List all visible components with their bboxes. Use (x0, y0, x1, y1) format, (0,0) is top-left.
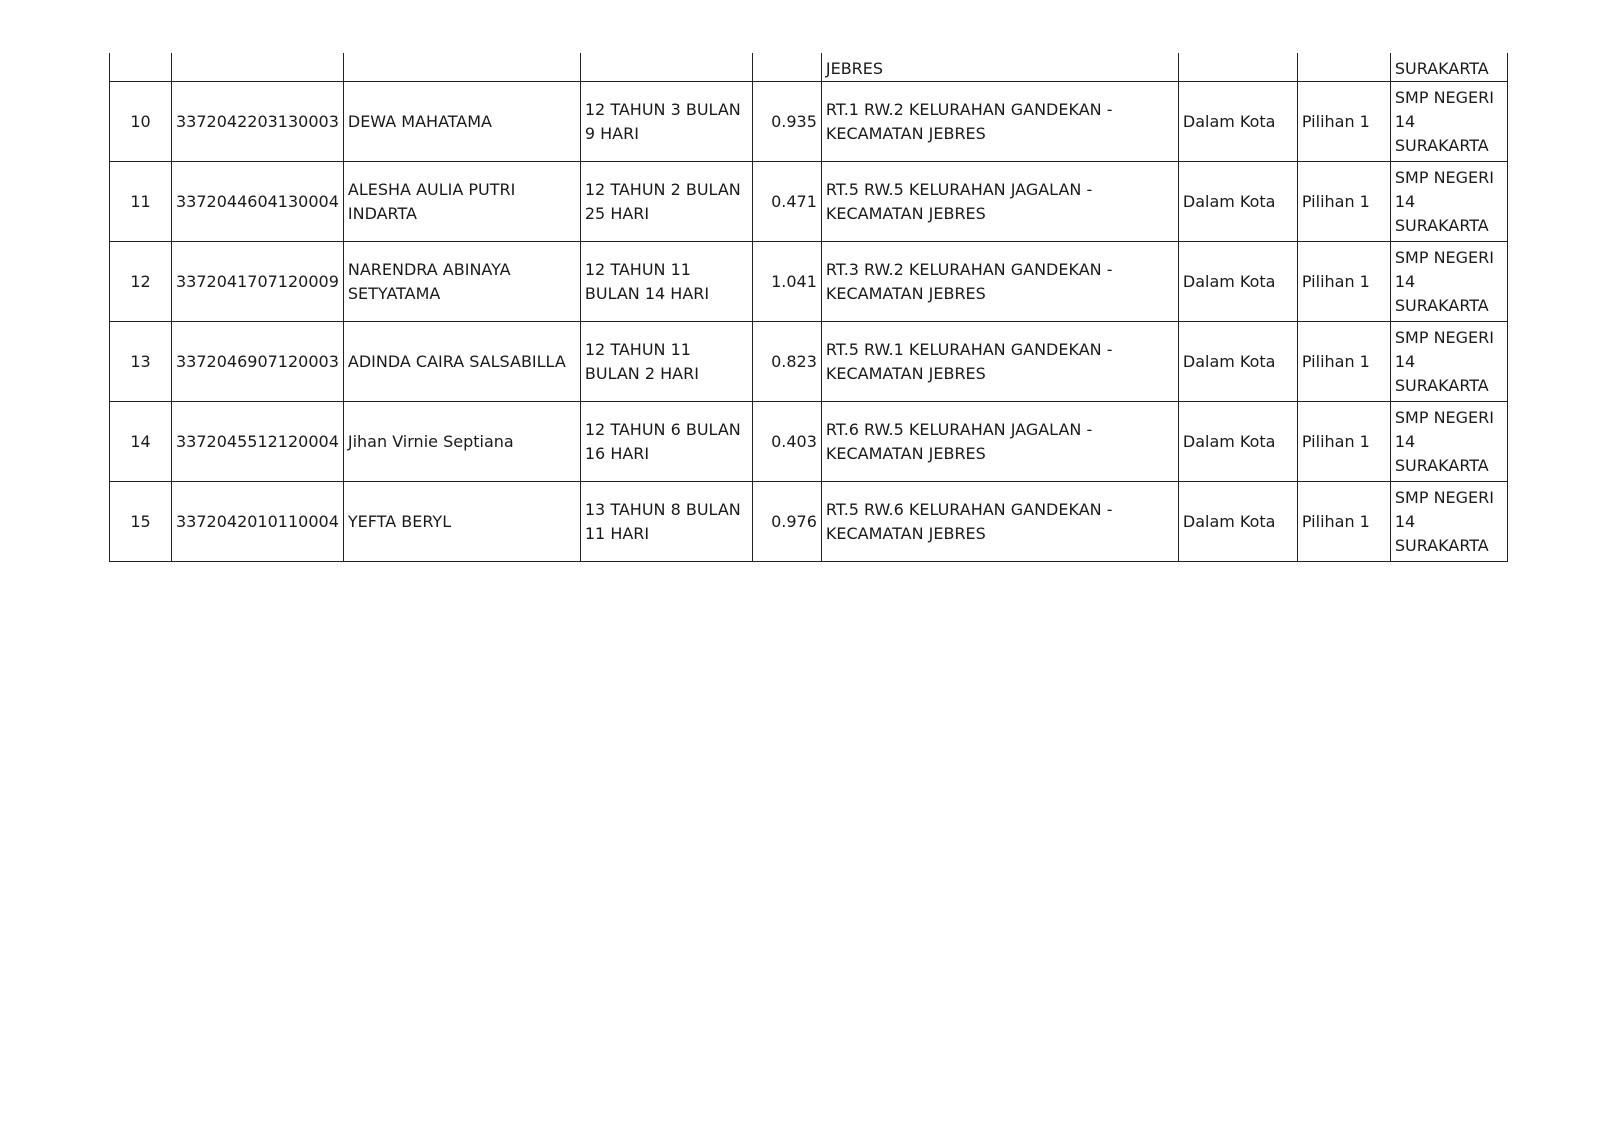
cell-usia: 12 TAHUN 6 BULAN 16 HARI (580, 402, 752, 482)
cell-nama (343, 53, 580, 82)
cell-no (110, 53, 172, 82)
cell-domisili (1178, 53, 1297, 82)
cell-jarak: 1.041 (752, 242, 821, 322)
cell-pilihan: Pilihan 1 (1297, 402, 1390, 482)
cell-domisili: Dalam Kota (1178, 322, 1297, 402)
cell-no: 11 (110, 162, 172, 242)
table-row (110, 482, 1508, 562)
cell-nama: ALESHA AULIA PUTRI INDARTA (343, 162, 580, 242)
cell-pilihan: Pilihan 1 (1297, 162, 1390, 242)
cell-sekolah: SMP NEGERI 14 SURAKARTA (1390, 482, 1507, 562)
cell-nama: DEWA MAHATAMA (343, 82, 580, 162)
cell-domisili: Dalam Kota (1178, 162, 1297, 242)
cell-nik: 3372041707120009 (172, 242, 344, 322)
cell-no: 15 (110, 482, 172, 562)
cell-no: 10 (110, 82, 172, 162)
cell-jarak: 0.935 (752, 82, 821, 162)
table-row (110, 322, 1508, 402)
cell-sekolah: SMP NEGERI 14 SURAKARTA (1390, 242, 1507, 322)
cell-pilihan (1297, 53, 1390, 82)
cell-sekolah: SURAKARTA (1390, 53, 1507, 82)
cell-nik: 3372044604130004 (172, 162, 344, 242)
table-row (110, 402, 1508, 482)
cell-sekolah: SMP NEGERI 14 SURAKARTA (1390, 82, 1507, 162)
cell-sekolah: SMP NEGERI 14 SURAKARTA (1390, 402, 1507, 482)
cell-alamat: RT.1 RW.2 KELURAHAN GANDEKAN - KECAMATAN JEBRES (821, 82, 1178, 162)
cell-pilihan: Pilihan 1 (1297, 82, 1390, 162)
cell-alamat: RT.3 RW.2 KELURAHAN GANDEKAN - KECAMATAN JEBRES (821, 242, 1178, 322)
cell-nama: Jihan Virnie Septiana (343, 402, 580, 482)
cell-domisili: Dalam Kota (1178, 242, 1297, 322)
cell-usia: 12 TAHUN 11 BULAN 2 HARI (580, 322, 752, 402)
cell-usia: 12 TAHUN 2 BULAN 25 HARI (580, 162, 752, 242)
cell-nik: 3372046907120003 (172, 322, 344, 402)
cell-nama: NARENDRA ABINAYA SETYATAMA (343, 242, 580, 322)
cell-pilihan: Pilihan 1 (1297, 482, 1390, 562)
cell-alamat: RT.5 RW.1 KELURAHAN GANDEKAN - KECAMATAN JEBRES (821, 322, 1178, 402)
table-row (110, 82, 1508, 162)
student-ranking-table (109, 53, 1508, 562)
table-row-continued (110, 53, 1508, 82)
cell-domisili: Dalam Kota (1178, 482, 1297, 562)
cell-usia: 12 TAHUN 11 BULAN 14 HARI (580, 242, 752, 322)
cell-pilihan: Pilihan 1 (1297, 322, 1390, 402)
cell-jarak: 0.471 (752, 162, 821, 242)
cell-jarak: 0.403 (752, 402, 821, 482)
cell-jarak: 0.823 (752, 322, 821, 402)
cell-no: 13 (110, 322, 172, 402)
cell-nik (172, 53, 344, 82)
cell-sekolah: SMP NEGERI 14 SURAKARTA (1390, 322, 1507, 402)
cell-alamat: RT.5 RW.5 KELURAHAN JAGALAN - KECAMATAN JEBRES (821, 162, 1178, 242)
table-row (110, 242, 1508, 322)
cell-pilihan: Pilihan 1 (1297, 242, 1390, 322)
cell-alamat: JEBRES (821, 53, 1178, 82)
cell-no: 14 (110, 402, 172, 482)
cell-no: 12 (110, 242, 172, 322)
cell-usia: 12 TAHUN 3 BULAN 9 HARI (580, 82, 752, 162)
cell-usia (580, 53, 752, 82)
cell-nama: YEFTA BERYL (343, 482, 580, 562)
table-body (110, 53, 1508, 562)
cell-alamat: RT.6 RW.5 KELURAHAN JAGALAN - KECAMATAN JEBRES (821, 402, 1178, 482)
cell-nik: 3372042010110004 (172, 482, 344, 562)
cell-domisili: Dalam Kota (1178, 402, 1297, 482)
cell-nik: 3372045512120004 (172, 402, 344, 482)
cell-jarak (752, 53, 821, 82)
table-row (110, 162, 1508, 242)
cell-usia: 13 TAHUN 8 BULAN 11 HARI (580, 482, 752, 562)
cell-sekolah: SMP NEGERI 14 SURAKARTA (1390, 162, 1507, 242)
cell-nik: 3372042203130003 (172, 82, 344, 162)
cell-jarak: 0.976 (752, 482, 821, 562)
cell-domisili: Dalam Kota (1178, 82, 1297, 162)
cell-nama: ADINDA CAIRA SALSABILLA (343, 322, 580, 402)
cell-alamat: RT.5 RW.6 KELURAHAN GANDEKAN - KECAMATAN JEBRES (821, 482, 1178, 562)
